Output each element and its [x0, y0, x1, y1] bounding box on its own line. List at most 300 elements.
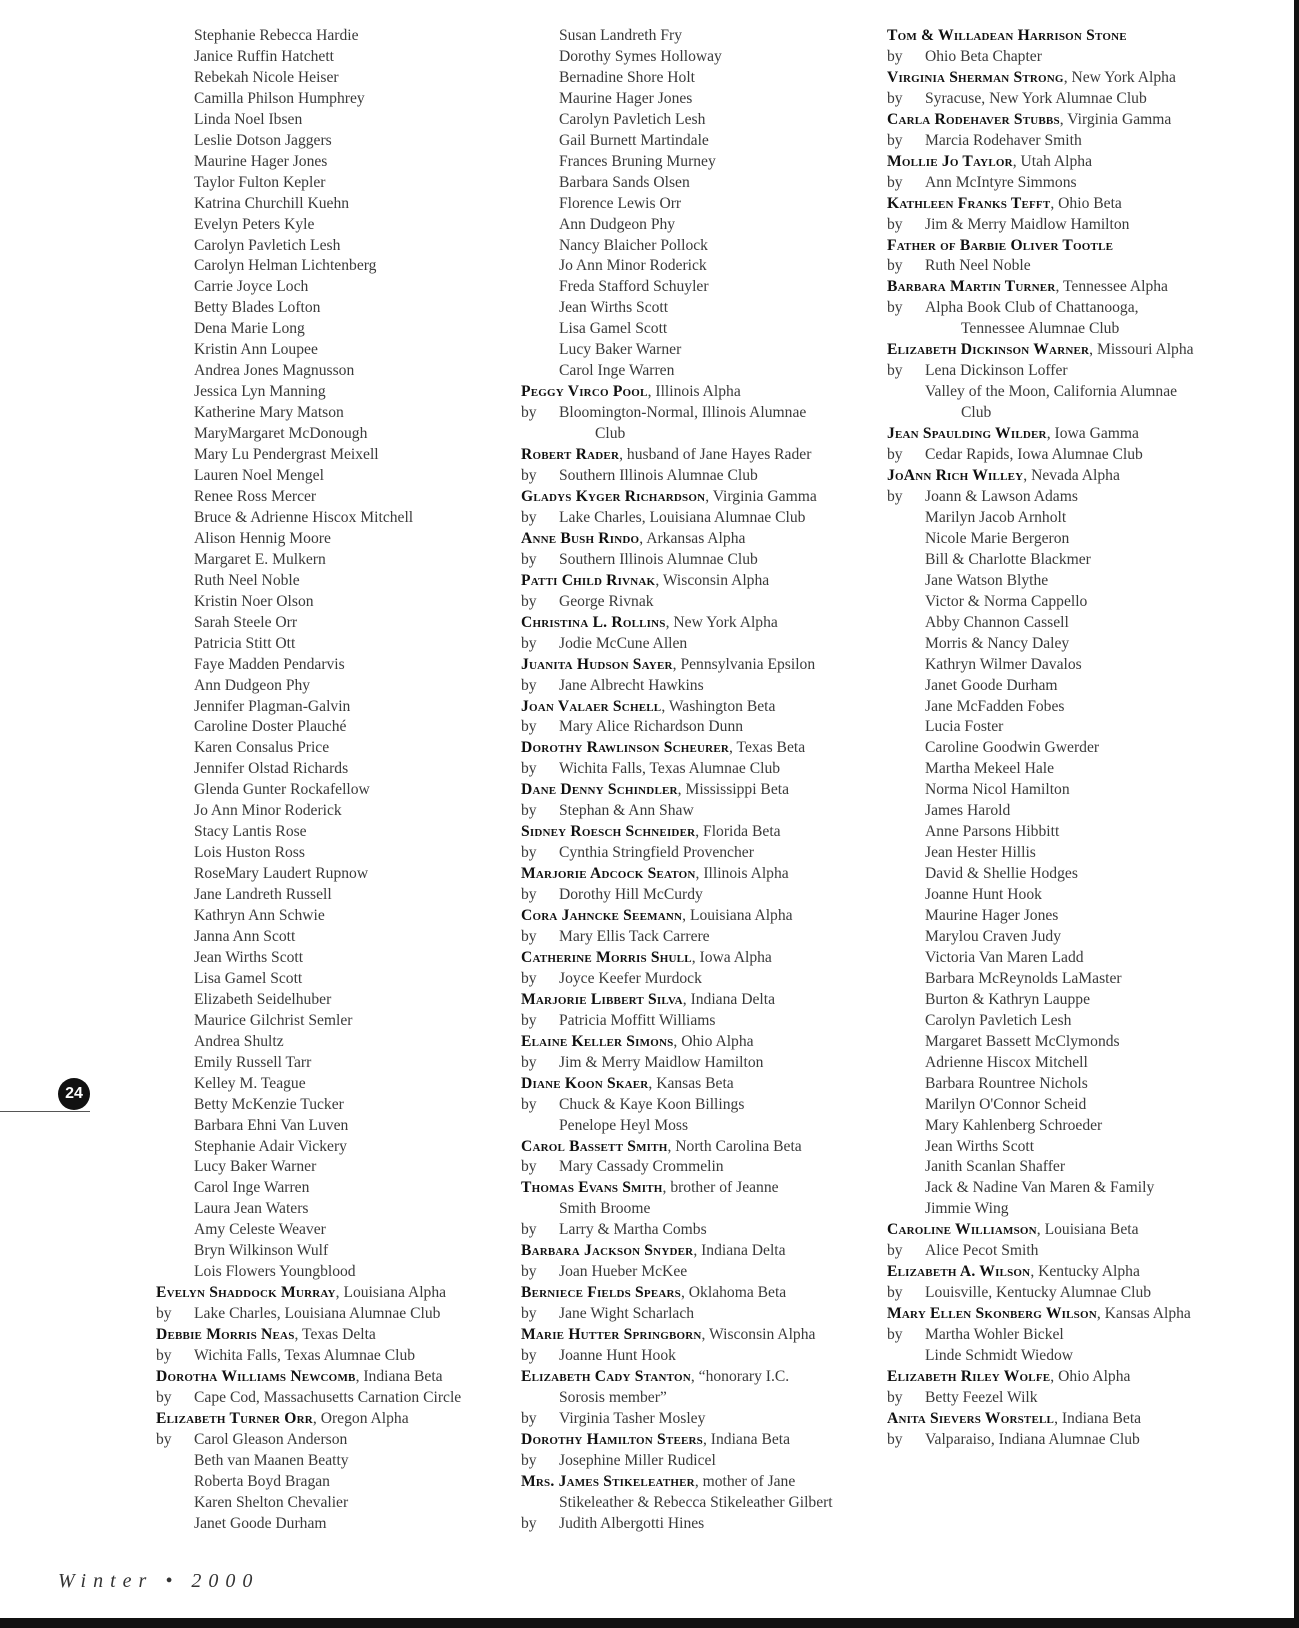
donor-name-line: Marylou Craven Judy	[925, 927, 1061, 945]
by-label: by	[521, 1347, 537, 1365]
donor-name: Bloomington-Normal, Illinois Alumnae	[559, 404, 807, 422]
honoree-name: Dane Denny Schindler	[521, 781, 678, 799]
honoree-heading	[521, 445, 866, 466]
donor-line	[887, 445, 1232, 466]
donor-line	[521, 843, 866, 864]
donor-line	[521, 1346, 866, 1367]
donor-name-line: Barbara McReynolds LaMaster	[925, 969, 1122, 987]
honoree-detail: , Illinois Alpha	[695, 865, 789, 883]
honoree-detail: , New York Alpha	[1063, 68, 1176, 86]
donor-name-line: Rebekah Nicole Heiser	[194, 68, 339, 86]
donor-name-line: Carolyn Pavletich Lesh	[559, 110, 706, 128]
honoree-detail: , brother of Jeanne	[662, 1179, 779, 1197]
donor-name: Jodie McCune Allen	[559, 634, 688, 652]
by-label: by	[887, 299, 903, 317]
continuation-line: Club	[595, 425, 626, 443]
honoree-name: Elizabeth Cady Stanton	[521, 1368, 691, 1385]
donor-name-line: Margaret Bassett McClymonds	[925, 1032, 1120, 1050]
donor-line	[887, 173, 1232, 194]
honoree-heading	[521, 1283, 866, 1304]
honoree-detail: , Kansas Beta	[648, 1074, 734, 1092]
donor-name-line: Jean Hester Hillis	[925, 844, 1036, 862]
donor-name-line: Carolyn Pavletich Lesh	[194, 236, 341, 254]
honoree-detail: , Illinois Alpha	[647, 383, 741, 401]
by-label: by	[521, 1514, 537, 1532]
donor-name-line: Maurice Gilchrist Semler	[194, 1011, 353, 1029]
donor-line	[521, 1262, 866, 1283]
donor-line	[521, 759, 866, 780]
honoree-heading	[521, 738, 866, 759]
donor-name-line: Alison Hennig Moore	[194, 529, 331, 547]
by-label: by	[156, 1430, 172, 1448]
donor-name: Joanne Hunt Hook	[559, 1347, 676, 1365]
donor-name-line: Maurine Hager Jones	[559, 89, 693, 107]
by-label: by	[887, 173, 903, 191]
honoree-name: Anita Sievers Worstell	[887, 1409, 1055, 1427]
honoree-heading	[887, 194, 1232, 215]
honoree-name: Joan Valaer Schell	[521, 697, 662, 715]
donor-line	[887, 256, 1232, 277]
honoree-heading	[521, 1325, 866, 1346]
honoree-name: Sidney Roesch Schneider	[521, 823, 696, 841]
by-label: by	[521, 760, 537, 778]
donor-name-line: Barbara Ehni Van Luven	[194, 1116, 349, 1134]
scan-edge-bottom	[0, 1618, 1299, 1628]
honoree-detail: , Ohio Alpha	[673, 1032, 754, 1050]
donor-name-line: Carol Inge Warren	[559, 362, 675, 380]
donor-name: Mary Alice Richardson Dunn	[559, 718, 744, 736]
donor-name-line: Bill & Charlotte Blackmer	[925, 550, 1091, 568]
donor-line	[521, 550, 866, 571]
donor-name: Alice Pecot Smith	[925, 1242, 1039, 1260]
donor-line	[887, 215, 1232, 236]
donor-name: Larry & Martha Combs	[559, 1221, 707, 1239]
donor-name: Wichita Falls, Texas Alumnae Club	[194, 1347, 416, 1365]
honoree-heading	[887, 152, 1232, 173]
donor-line	[887, 1283, 1232, 1304]
donor-name: Virginia Tasher Mosley	[559, 1409, 706, 1427]
donor-name-line: Janith Scanlan Shaffer	[925, 1158, 1066, 1176]
honoree-name: Debbie Morris Neas	[156, 1326, 295, 1344]
by-label: by	[521, 634, 537, 652]
donor-name-line: Barbara Rountree Nichols	[925, 1074, 1088, 1092]
donor-name: Cynthia Stringfield Provencher	[559, 844, 754, 862]
by-label: by	[521, 1451, 537, 1469]
donor-line	[887, 47, 1232, 68]
honoree-name: Dorothy Hamilton Steers	[521, 1430, 703, 1448]
donor-name: Carol Gleason Anderson	[194, 1430, 348, 1448]
donor-name-line: Dorothy Symes Holloway	[559, 47, 722, 65]
honoree-heading	[521, 948, 866, 969]
donor-name-line: Morris & Nancy Daley	[925, 634, 1070, 652]
honoree-detail: , Louisiana Alpha	[335, 1284, 447, 1302]
honoree-name: Catherine Morris Shull	[521, 948, 692, 966]
scan-edge-right	[1294, 0, 1299, 1628]
donor-name-line: Renee Ross Mercer	[194, 487, 317, 505]
honoree-detail: , Wisconsin Alpha	[701, 1326, 816, 1344]
honoree-heading	[521, 822, 866, 843]
honoree-name: Carol Bassett Smith	[521, 1137, 668, 1155]
by-label: by	[521, 802, 537, 820]
honoree-name: Elizabeth Turner Orr	[156, 1409, 313, 1427]
by-label: by	[887, 89, 903, 107]
donor-name-line: Jimmie Wing	[925, 1200, 1009, 1218]
honoree-detail: , Florida Beta	[695, 823, 781, 841]
donor-name-line: Valley of the Moon, California Alumnae	[925, 383, 1178, 401]
donor-name-line: Maurine Hager Jones	[194, 152, 328, 170]
honoree-detail: , Texas Delta	[294, 1326, 376, 1344]
by-label: by	[887, 1284, 903, 1302]
donor-name-line: Kristin Noer Olson	[194, 592, 314, 610]
donor-name-line: Karen Consalus Price	[194, 739, 330, 757]
donor-name-line: Bernadine Shore Holt	[559, 68, 695, 86]
donor-name-line: Gail Burnett Martindale	[559, 131, 709, 149]
honoree-heading	[521, 382, 866, 403]
donor-name: Stephan & Ann Shaw	[559, 802, 694, 820]
by-label: by	[521, 844, 537, 862]
honoree-heading	[887, 1409, 1232, 1430]
donor-name-line: Ann Dudgeon Phy	[559, 215, 676, 233]
donor-name-line: Mary Kahlenberg Schroeder	[925, 1116, 1103, 1134]
honoree-name: Cora Jahncke Seemann	[521, 907, 683, 925]
donor-name: Marcia Rodehaver Smith	[925, 131, 1082, 149]
honoree-detail: , Indiana Delta	[693, 1242, 786, 1260]
page-number-rule	[0, 1111, 90, 1112]
honoree-heading	[887, 1262, 1232, 1283]
honoree-heading	[521, 529, 866, 550]
donor-name-line: Beth van Maanen Beatty	[194, 1451, 349, 1469]
donor-name-line: Smith Broome	[559, 1200, 651, 1218]
by-label: by	[521, 718, 537, 736]
donor-line	[521, 801, 866, 822]
honoree-detail: , Wisconsin Alpha	[655, 571, 770, 589]
donor-name-line: Katrina Churchill Kuehn	[194, 194, 350, 212]
honoree-name: Marie Hutter Springborn	[521, 1326, 702, 1344]
donor-name-line: Bryn Wilkinson Wulf	[194, 1242, 329, 1260]
donor-name-line: James Harold	[925, 802, 1011, 820]
donor-name: Dorothy Hill McCurdy	[559, 886, 703, 904]
honoree-detail: , Indiana Delta	[682, 990, 775, 1008]
donor-name-line: Roberta Boyd Bragan	[194, 1472, 330, 1490]
honoree-detail: , mother of Jane	[694, 1472, 796, 1490]
donor-line	[156, 1304, 496, 1325]
by-label: by	[887, 1242, 903, 1260]
honoree-detail: , Indiana Beta	[703, 1430, 791, 1448]
honoree-name: Caroline Williamson	[887, 1221, 1037, 1239]
honoree-heading	[521, 906, 866, 927]
donor-name-line: Frances Bruning Murney	[559, 152, 716, 170]
by-label: by	[521, 1095, 537, 1113]
donor-name-line: Karen Shelton Chevalier	[194, 1493, 349, 1511]
donor-name-line: Elizabeth Seidelhuber	[194, 990, 332, 1008]
donor-name-line: Jane Landreth Russell	[194, 886, 332, 904]
donor-name-line: Kristin Ann Loupee	[194, 341, 318, 359]
donor-line	[887, 361, 1232, 382]
donor-line	[887, 1325, 1232, 1346]
donor-line	[521, 466, 866, 487]
honoree-name: Barbara Martin Turner	[887, 278, 1056, 296]
donor-name-line: Glenda Gunter Rockafellow	[194, 781, 370, 799]
honoree-name: Juanita Hudson Sayer	[521, 655, 673, 673]
donor-name: Joan Hueber McKee	[559, 1263, 688, 1281]
donor-name: Jim & Merry Maidlow Hamilton	[559, 1053, 764, 1071]
honoree-detail: , Indiana Beta	[1054, 1409, 1142, 1427]
donor-name: Ohio Beta Chapter	[925, 47, 1042, 65]
donor-name-line: Lois Flowers Youngblood	[194, 1263, 356, 1281]
honoree-name: Jean Spaulding Wilder	[887, 425, 1047, 443]
donor-name-line: Jo Ann Minor Roderick	[559, 257, 707, 275]
honoree-heading	[521, 1472, 866, 1493]
donor-name-line: Penelope Heyl Moss	[559, 1116, 689, 1134]
donor-name-line: Katherine Mary Matson	[194, 404, 344, 422]
by-label: by	[521, 1011, 537, 1029]
honoree-name: Dorothy Rawlinson Scheurer	[521, 739, 729, 757]
donor-line	[521, 1304, 866, 1325]
donor-name-line: Margaret E. Mulkern	[194, 550, 326, 568]
by-label: by	[521, 404, 537, 422]
honoree-name: Marjorie Adcock Seaton	[521, 865, 696, 883]
donor-line	[887, 298, 1232, 319]
donor-name: Judith Albergotti Hines	[559, 1514, 705, 1532]
donor-line	[521, 885, 866, 906]
donor-name-line: Stacy Lantis Rose	[194, 823, 307, 841]
donor-name-line: Caroline Goodwin Gwerder	[925, 739, 1100, 757]
honoree-name: Elizabeth Riley Wolfe	[887, 1368, 1051, 1385]
by-label: by	[521, 1305, 537, 1323]
honoree-name: Mrs. James Stikeleather	[521, 1472, 695, 1490]
honoree-name: Mollie Jo Taylor	[887, 152, 1013, 170]
by-label: by	[887, 362, 903, 380]
by-label: by	[887, 1430, 903, 1448]
donor-name-line: Jennifer Plagman-Galvin	[194, 697, 351, 715]
by-label: by	[887, 1388, 903, 1406]
honoree-detail: , Oklahoma Beta	[681, 1284, 787, 1302]
donor-name-line: Evelyn Peters Kyle	[194, 215, 315, 233]
honoree-name: Marjorie Libbert Silva	[521, 990, 683, 1008]
donor-line	[887, 131, 1232, 152]
donor-name-line: Taylor Fulton Kepler	[194, 173, 326, 191]
donor-name-line: Jo Ann Minor Roderick	[194, 802, 342, 820]
by-label: by	[156, 1305, 172, 1323]
donor-name: Betty Feezel Wilk	[925, 1388, 1038, 1406]
honoree-name: Diane Koon Skaer	[521, 1074, 649, 1092]
donor-name-line: Carrie Joyce Loch	[194, 278, 309, 296]
donor-line	[887, 1241, 1232, 1262]
page-number-badge: 24	[58, 1078, 90, 1110]
honoree-detail: , North Carolina Beta	[667, 1137, 802, 1155]
column-middle	[521, 26, 866, 1535]
honoree-detail: , “honorary I.C.	[690, 1368, 790, 1385]
donor-name-line: Carol Inge Warren	[194, 1179, 310, 1197]
honoree-heading	[521, 1241, 866, 1262]
donor-name-line: Amy Celeste Weaver	[194, 1221, 326, 1239]
donor-name-line: Janet Goode Durham	[925, 676, 1058, 694]
honoree-detail: , Virginia Gamma	[1059, 110, 1172, 128]
donor-name-line: Leslie Dotson Jaggers	[194, 131, 332, 149]
donor-line	[521, 927, 866, 948]
donor-name-line: Marilyn Jacob Arnholt	[925, 508, 1067, 526]
donor-name-line: Martha Mekeel Hale	[925, 760, 1055, 778]
honoree-name: Robert Rader	[521, 446, 620, 464]
honoree-name: Christina L. Rollins	[521, 613, 666, 631]
donor-name-line: Janice Ruffin Hatchett	[194, 47, 335, 65]
donor-name-line: Carolyn Pavletich Lesh	[925, 1011, 1072, 1029]
donor-line	[521, 1053, 866, 1074]
donor-name: Martha Wohler Bickel	[925, 1326, 1064, 1344]
donor-name-line: Carolyn Helman Lichtenberg	[194, 257, 377, 275]
donor-name-line: Lucy Baker Warner	[194, 1158, 317, 1176]
honoree-name: Thomas Evans Smith	[521, 1179, 663, 1197]
honoree-heading	[887, 110, 1232, 131]
donor-name-line: Laura Jean Waters	[194, 1200, 309, 1218]
by-label: by	[521, 1409, 537, 1427]
donor-name: Lena Dickinson Loffer	[925, 362, 1068, 380]
honoree-detail: , Nevada Alpha	[1023, 467, 1120, 485]
donor-line	[887, 89, 1232, 110]
donor-line	[521, 1514, 866, 1535]
donor-name-line: Barbara Sands Olsen	[559, 173, 690, 191]
honoree-heading	[156, 1367, 496, 1388]
honoree-detail: , Ohio Alpha	[1050, 1368, 1131, 1385]
donor-name: Mary Cassady Crommelin	[559, 1158, 724, 1176]
donor-line	[887, 487, 1232, 508]
honoree-name: Virginia Sherman Strong	[887, 68, 1064, 86]
donor-name-line: Freda Stafford Schuyler	[559, 278, 709, 296]
donor-name: Lake Charles, Louisiana Alumnae Club	[194, 1305, 441, 1323]
honoree-heading	[521, 613, 866, 634]
honoree-detail: , Mississippi Beta	[677, 781, 790, 799]
donor-name: Syracuse, New York Alumnae Club	[925, 89, 1147, 107]
honoree-heading	[521, 1430, 866, 1451]
continuation-line: Club	[961, 404, 992, 422]
donor-name-line: Sarah Steele Orr	[194, 613, 298, 631]
column-left	[156, 26, 496, 1535]
donor-name-line: Linde Schmidt Wiedow	[925, 1347, 1074, 1365]
donor-line	[521, 1451, 866, 1472]
by-label: by	[887, 446, 903, 464]
honoree-heading	[521, 1032, 866, 1053]
honoree-name: Carla Rodehaver Stubbs	[887, 110, 1060, 128]
donor-line	[521, 634, 866, 655]
honoree-name: Evelyn Shaddock Murray	[156, 1284, 336, 1302]
honoree-detail: , Utah Alpha	[1012, 152, 1093, 170]
donor-line	[521, 969, 866, 990]
donor-name: Cedar Rapids, Iowa Alumnae Club	[925, 446, 1143, 464]
donor-line	[521, 592, 866, 613]
honoree-detail: , Pennsylvania Epsilon	[672, 655, 816, 673]
honoree-detail: , Iowa Gamma	[1046, 425, 1139, 443]
donor-name: Southern Illinois Alumnae Club	[559, 550, 758, 568]
donor-name-line: Stephanie Adair Vickery	[194, 1137, 347, 1155]
honoree-heading	[887, 236, 1232, 257]
donor-name-line: Bruce & Adrienne Hiscox Mitchell	[194, 508, 414, 526]
donor-name-line: Jane Watson Blythe	[925, 571, 1049, 589]
honoree-heading	[887, 466, 1232, 487]
honoree-detail: , New York Alpha	[665, 613, 778, 631]
honoree-name: Berniece Fields Spears	[521, 1284, 681, 1302]
donor-name-line: Stephanie Rebecca Hardie	[194, 27, 359, 44]
donor-line	[887, 1388, 1232, 1409]
honoree-heading	[521, 990, 866, 1011]
honoree-heading	[887, 1304, 1232, 1325]
donor-name-line: Ann Dudgeon Phy	[194, 676, 311, 694]
honoree-heading	[887, 340, 1232, 361]
honoree-name: JoAnn Rich Willey	[887, 467, 1024, 485]
honoree-detail: , Louisiana Alpha	[682, 907, 793, 925]
donor-line	[521, 1095, 866, 1116]
by-label: by	[887, 215, 903, 233]
column-right	[887, 26, 1232, 1451]
donor-name-line: Stikeleather & Rebecca Stikeleather Gilbert	[559, 1493, 833, 1511]
donor-name-line: Lisa Gamel Scott	[559, 320, 668, 338]
donor-name: Joyce Keefer Murdock	[559, 969, 702, 987]
honoree-name: Patti Child Rivnak	[521, 571, 656, 589]
honoree-heading	[521, 864, 866, 885]
by-label: by	[887, 47, 903, 65]
donor-name-line: Maurine Hager Jones	[925, 907, 1059, 925]
honoree-heading	[887, 1367, 1232, 1388]
donor-name: Mary Ellis Tack Carrere	[559, 927, 710, 945]
honoree-detail: , husband of Jane Hayes Rader	[619, 446, 812, 464]
by-label: by	[521, 676, 537, 694]
honoree-detail: , Indiana Beta	[355, 1368, 443, 1385]
by-label: by	[521, 592, 537, 610]
by-label: by	[521, 1221, 537, 1239]
donor-name-line: Linda Noel Ibsen	[194, 110, 303, 128]
by-label: by	[156, 1388, 172, 1406]
donor-name-line: Camilla Philson Humphrey	[194, 89, 365, 107]
donor-name-line: Adrienne Hiscox Mitchell	[925, 1053, 1088, 1071]
donor-line	[156, 1346, 496, 1367]
by-label: by	[521, 508, 537, 526]
donor-line	[521, 676, 866, 697]
honoree-heading	[521, 1074, 866, 1095]
donor-name: Alpha Book Club of Chattanooga,	[925, 299, 1139, 317]
donor-name-line: Patricia Stitt Ott	[194, 634, 296, 652]
donor-name-line: Jane McFadden Fobes	[925, 697, 1065, 715]
by-label: by	[521, 1053, 537, 1071]
donor-name-line: Ruth Neel Noble	[194, 571, 300, 589]
honoree-name: Anne Bush Rindo	[521, 529, 640, 547]
donor-name: Louisville, Kentucky Alumnae Club	[925, 1284, 1152, 1302]
donor-name: Chuck & Kaye Koon Billings	[559, 1095, 745, 1113]
honoree-detail: , Tennessee Alpha	[1055, 278, 1168, 296]
honoree-heading	[521, 1178, 866, 1199]
donor-line	[521, 403, 866, 424]
honoree-heading	[887, 26, 1232, 47]
honoree-detail: , Oregon Alpha	[312, 1409, 409, 1427]
honoree-heading	[887, 1220, 1232, 1241]
donor-name: Patricia Moffitt Williams	[559, 1011, 716, 1029]
honoree-name: Barbara Jackson Snyder	[521, 1242, 694, 1260]
honoree-heading	[521, 780, 866, 801]
by-label: by	[887, 487, 903, 505]
donor-line	[521, 508, 866, 529]
honoree-name: Kathleen Franks Tefft	[887, 194, 1051, 212]
donor-name-line: Dena Marie Long	[194, 320, 305, 338]
donor-name-line: Marilyn O'Connor Scheid	[925, 1095, 1087, 1113]
donor-name-line: Betty Blades Lofton	[194, 299, 321, 317]
continuation-line: Tennessee Alumnae Club	[961, 320, 1120, 338]
donor-name: Lake Charles, Louisiana Alumnae Club	[559, 508, 806, 526]
honoree-heading	[521, 1367, 866, 1388]
donor-line	[521, 1157, 866, 1178]
donor-name-line: Kathryn Wilmer Davalos	[925, 655, 1082, 673]
honoree-name: Elizabeth A. Wilson	[887, 1263, 1031, 1281]
by-label: by	[521, 969, 537, 987]
issue-footer: Winter • 2000	[58, 1570, 260, 1592]
donor-name-line: Anne Parsons Hibbitt	[925, 823, 1060, 841]
